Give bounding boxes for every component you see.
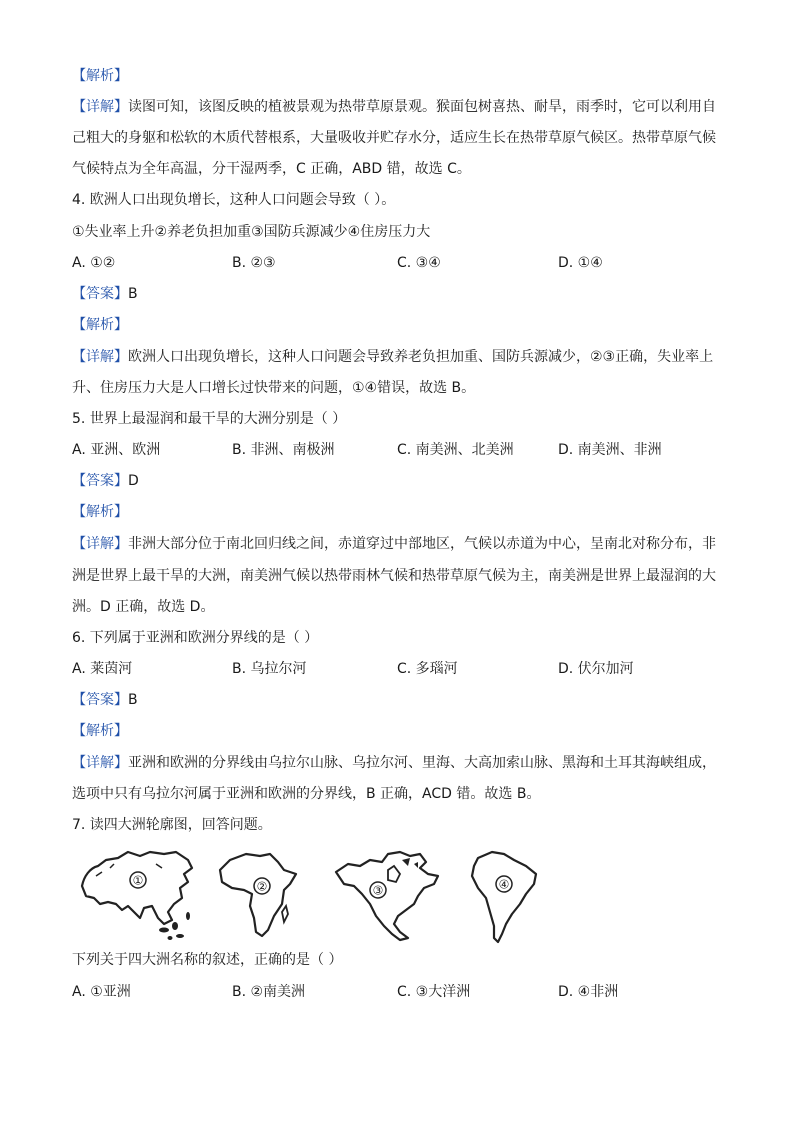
map-label-1: ①	[132, 873, 144, 888]
q4-answer-value: B	[128, 286, 138, 302]
q3-detail-tag: 【详解】	[72, 99, 128, 115]
q5-detail-tag: 【详解】	[72, 536, 128, 552]
q7-stem: 7. 读四大洲轮廓图，回答问题。	[72, 817, 272, 833]
q4-answer	[72, 284, 138, 304]
south-america-outline-image	[464, 846, 544, 946]
q4-detail-tag: 【详解】	[72, 349, 128, 365]
q5-detail-line-1	[72, 534, 716, 554]
q4-option-b: B. ②③	[232, 255, 276, 271]
q3-detail-line-3: 气候特点为全年高温，分干湿两季，C 正确，ABD 错，故选 C。	[72, 161, 471, 177]
continent-outline-figure	[76, 846, 546, 946]
q5-option-b: B. 非洲、南极洲	[232, 442, 335, 458]
q5-detail-line-3: 洲。D 正确，故选 D。	[72, 599, 215, 615]
q6-detail-line-1	[72, 753, 716, 773]
q7-option-a: A. ①亚洲	[72, 984, 131, 1000]
q7-option-b: B. ②南美洲	[232, 984, 306, 1000]
q4-option-d: D. ①④	[558, 255, 603, 271]
q3-analysis-heading: 【解析】	[72, 68, 128, 84]
q6-answer-tag: 【答案】	[72, 692, 128, 708]
q4-detail-line-1	[72, 347, 713, 367]
q4-options	[72, 253, 722, 273]
q3-detail-line-2: 己粗大的身躯和松软的木质代替根系，大量吸收并贮存水分，适应生长在热带草原气候区。热带草原气候	[72, 130, 716, 146]
asia-outline-image	[76, 846, 196, 942]
q6-detail-text-1: 亚洲和欧洲的分界线由乌拉尔山脉、乌拉尔河、里海、大高加索山脉、黑海和土耳其海峡组成，	[128, 755, 716, 771]
q6-option-d: D. 伏尔加河	[558, 661, 634, 677]
q7-options	[72, 982, 722, 1002]
q5-answer-value: D	[128, 473, 139, 489]
q7-option-d: D. ④非洲	[558, 984, 619, 1000]
q5-options	[72, 440, 722, 460]
q3-detail-line-1	[72, 97, 716, 117]
q6-analysis-heading: 【解析】	[72, 723, 128, 739]
q6-option-b: B. 乌拉尔河	[232, 661, 307, 677]
north-america-outline-image	[330, 846, 450, 946]
q6-detail-tag: 【详解】	[72, 755, 128, 771]
map-label-4: ④	[498, 877, 510, 892]
q4-option-c: C. ③④	[397, 255, 441, 271]
q5-answer	[72, 471, 139, 491]
q5-option-d: D. 南美洲、非洲	[558, 442, 662, 458]
q5-stem: 5. 世界上最湿润和最干旱的大洲分别是（ ）	[72, 411, 347, 427]
q7-sub-question: 下列关于四大洲名称的叙述，正确的是（ ）	[72, 952, 343, 968]
q4-sub-statements: ①失业率上升②养老负担加重③国防兵源减少④住房压力大	[72, 224, 431, 240]
q4-detail-line-2: 升、住房压力大是人口增长过快带来的问题，①④错误，故选 B。	[72, 380, 476, 396]
map-label-2: ②	[256, 879, 268, 894]
q6-detail-line-2: 选项中只有乌拉尔河属于亚洲和欧洲的分界线，B 正确，ACD 错。故选 B。	[72, 786, 541, 802]
q6-stem: 6. 下列属于亚洲和欧洲分界线的是（ ）	[72, 630, 319, 646]
africa-outline-image	[212, 846, 308, 942]
q6-answer	[72, 690, 138, 710]
q4-option-a: A. ①②	[72, 255, 116, 271]
q5-analysis-heading: 【解析】	[72, 504, 128, 520]
q5-option-c: C. 南美洲、北美洲	[397, 442, 514, 458]
q5-detail-text-1: 非洲大部分位于南北回归线之间，赤道穿过中部地区，气候以赤道为中心，呈南北对称分布，非	[128, 536, 716, 552]
q5-answer-tag: 【答案】	[72, 473, 128, 489]
q4-answer-tag: 【答案】	[72, 286, 128, 302]
q3-detail-text-1: 读图可知，该图反映的植被景观为热带草原景观。猴面包树喜热、耐旱，雨季时，它可以利用自	[128, 99, 716, 115]
q5-detail-line-2: 洲是世界上最干旱的大洲，南美洲气候以热带雨林气候和热带草原气候为主，南美洲是世界上最湿润的大	[72, 568, 716, 584]
q4-analysis-heading: 【解析】	[72, 317, 128, 333]
q6-answer-value: B	[128, 692, 138, 708]
q6-option-a: A. 莱茵河	[72, 661, 133, 677]
q5-option-a: A. 亚洲、欧洲	[72, 442, 161, 458]
q6-options	[72, 659, 722, 679]
q7-option-c: C. ③大洋洲	[397, 984, 471, 1000]
q4-detail-text-1: 欧洲人口出现负增长，这种人口问题会导致养老负担加重、国防兵源减少，②③正确，失业率上	[128, 349, 714, 365]
q6-option-c: C. 多瑙河	[397, 661, 458, 677]
q4-stem: 4. 欧洲人口出现负增长，这种人口问题会导致（ ）。	[72, 192, 396, 208]
map-label-3: ③	[372, 883, 384, 898]
